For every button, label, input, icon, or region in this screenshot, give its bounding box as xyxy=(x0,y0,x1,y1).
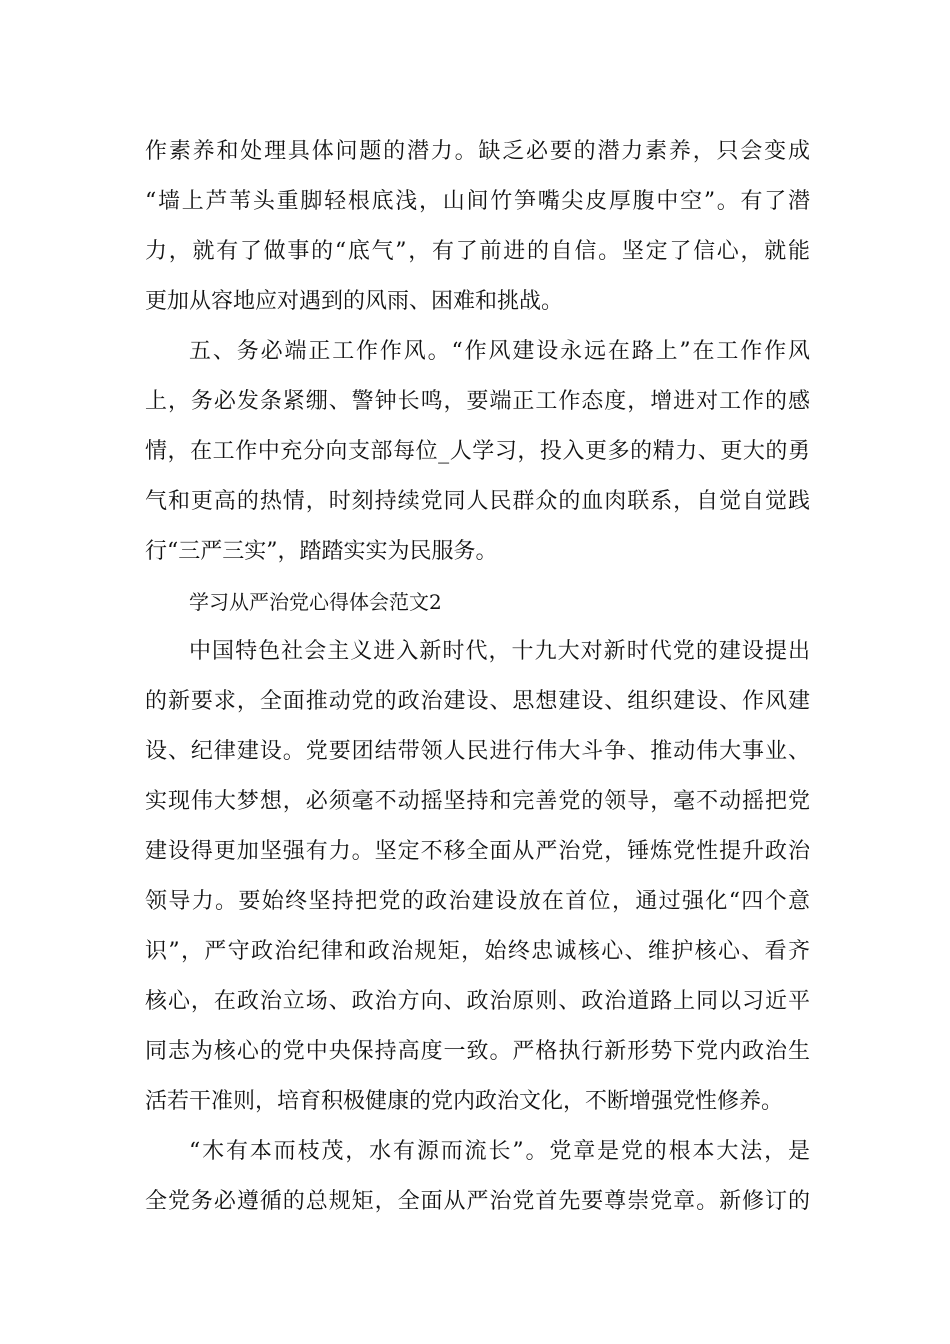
paragraph-line: 作素养和处理具体问题的潜力。缺乏必要的潜力素养，只会变成 xyxy=(145,139,810,164)
paragraph-line: 力，就有了做事的“底气”，有了前进的自信。坚定了信心，就能 xyxy=(145,239,810,264)
paragraph-line: 更加从容地应对遇到的风雨、困难和挑战。 xyxy=(145,289,564,314)
paragraph-line: 设、纪律建设。党要团结带领人民进行伟大斗争、推动伟大事业、 xyxy=(145,739,810,764)
paragraph-line: 活若干准则，培育积极健康的党内政治文化，不断增强党性修养。 xyxy=(145,1089,784,1114)
paragraph-line: 识”，严守政治纪律和政治规矩，始终忠诚核心、维护核心、看齐 xyxy=(145,939,810,964)
paragraph-line: 核心，在政治立场、政治方向、政治原则、政治道路上同以习近平 xyxy=(145,989,810,1014)
paragraph-line: “木有本而枝茂，水有源而流长”。党章是党的根本大法，是 xyxy=(189,1139,810,1164)
paragraph-line: “墙上芦苇头重脚轻根底浅，山间竹笋嘴尖皮厚腹中空”。有了潜 xyxy=(145,189,810,214)
section-heading: 学习从严治党心得体会范文2 xyxy=(189,590,442,614)
paragraph-line: 行“三严三实”，踏踏实实为民服务。 xyxy=(145,539,498,564)
paragraph-line: 建设得更加坚强有力。坚定不移全面从严治党，锤炼党性提升政治 xyxy=(145,839,810,864)
paragraph-line: 的新要求，全面推动党的政治建设、思想建设、组织建设、作风建 xyxy=(145,689,810,714)
paragraph-line: 中国特色社会主义进入新时代，十九大对新时代党的建设提出 xyxy=(189,639,810,664)
paragraph-line: 上，务必发条紧绷、警钟长鸣，要端正工作态度，增进对工作的感 xyxy=(145,389,810,414)
paragraph-line: 同志为核心的党中央保持高度一致。严格执行新形势下党内政治生 xyxy=(145,1039,810,1064)
paragraph-line: 气和更高的热情，时刻持续党同人民群众的血肉联系，自觉自觉践 xyxy=(145,489,810,514)
paragraph-line: 情，在工作中充分向支部每位_人学习，投入更多的精力、更大的勇 xyxy=(145,439,810,464)
paragraph-line: 实现伟大梦想，必须毫不动摇坚持和完善党的领导，毫不动摇把党 xyxy=(145,789,810,814)
paragraph-line: 五、务必端正工作作风。“作风建设永远在路上”在工作作风 xyxy=(189,339,810,364)
paragraph-line: 领导力。要始终坚持把党的政治建设放在首位，通过强化“四个意 xyxy=(145,889,810,914)
paragraph-line: 全党务必遵循的总规矩，全面从严治党首先要尊崇党章。新修订的 xyxy=(145,1189,810,1214)
